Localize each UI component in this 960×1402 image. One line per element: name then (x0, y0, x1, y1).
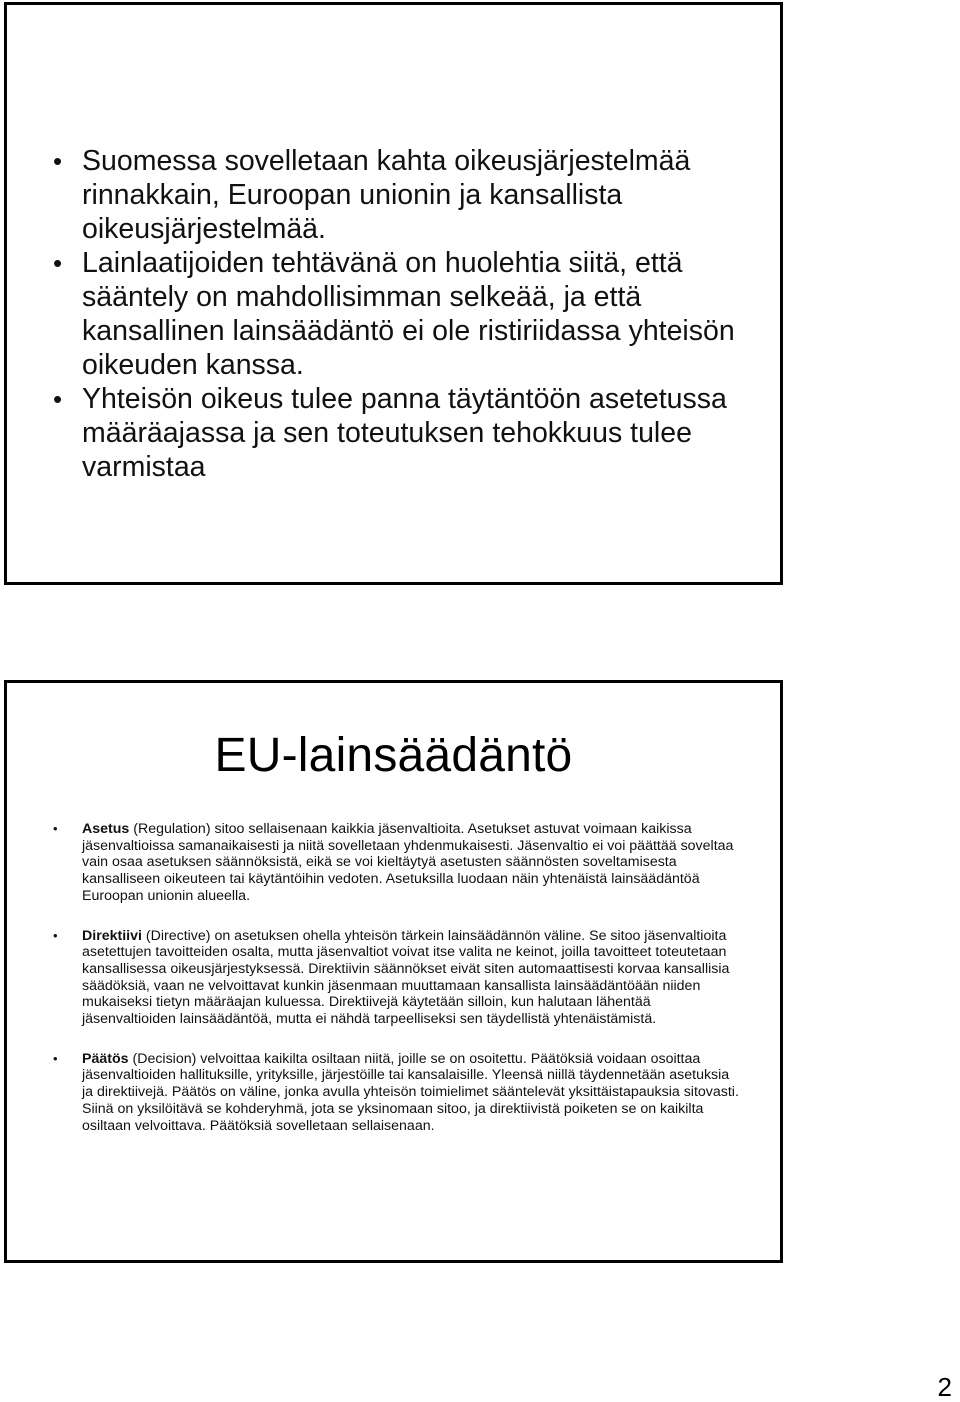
bullet-icon: • (53, 1050, 58, 1066)
bullet-term: Päätös (82, 1050, 129, 1067)
bullet-body: (Decision) velvoittaa kaikilta osiltaan niitä, joille se on osoitettu. Päätöksiä voidaan osoittaa jäsenvaltioiden hallituksille, yrityksille, järjestöille tai kansalaisille. Yleensä niillä täydennetään asetuksia ja direktiivejä. Päätös on väline, jonka avulla yhteisön toimielimet sääntelevät yksittäistapauksia sitovasti. Siinä on yksilöitävä se kohderyhmä, jota se yksinomaan sitoo, ja direktiivistä poiketen se on kaikilta osiltaan velvoittava. Päätöksiä sovelletaan sellaisenaan. (82, 1050, 739, 1134)
slide-1-bullet-text: Lainlaatijoiden tehtävänä on huolehtia siitä, että sääntely on mahdollisimman selkeää, ja että kansallinen lainsäädäntö ei ole ristiriidassa yhteisön oikeuden kanssa. (82, 247, 735, 381)
page-number: 2 (937, 1372, 952, 1402)
bullet-body: (Regulation) sitoo sellaisenaan kaikkia jäsenvaltioita. Asetukset astuvat voimaan kaikissa jäsenvaltioissa samanaikaisesti ja niitä sovelletaan yhdenmukaisesti. Jäsenvaltio ei voi päättää soveltaa vain osaa asetuksen säännöksistä, eikä se voi kieltäytyä asetusten säännösten soveltamisesta kansalliseen oikeuteen tai käytäntöihin vedoten. Asetuksilla luodaan näin yhtenäistä lainsäädäntöä Euroopan unionin alueella. (82, 821, 734, 904)
bullet-icon: • (53, 384, 63, 414)
bullet-term: Direktiivi (82, 927, 142, 944)
bullet-icon: • (53, 248, 63, 278)
slide-1-bullet-text: Suomessa sovelletaan kahta oikeusjärjestelmää rinnakkain, Euroopan unionin ja kansallista oikeusjärjestelmää. (82, 145, 691, 245)
slide-title: EU-lainsäädäntö (214, 729, 573, 782)
slide-1-bullet-text: Yhteisön oikeus tulee panna täytäntöön asetetussa määräajassa ja sen toteutuksen tehokkuus tulee varmistaa (82, 383, 727, 483)
slide-1-bullet-item (53, 246, 753, 382)
bullet-term: Asetus (82, 821, 130, 837)
slide-1-bullet-item (53, 144, 753, 246)
slide-2-bullet-item (53, 821, 743, 905)
slide-1-bullet-list (53, 144, 753, 484)
slide-2-bullet-list (53, 821, 743, 1157)
slide-2-bullet-item (53, 928, 743, 1028)
bullet-icon: • (53, 821, 58, 836)
bullet-icon: • (53, 927, 58, 943)
bullet-icon: • (53, 146, 63, 176)
slide-2 (4, 680, 783, 1263)
slide-2-bullet-item (53, 1051, 743, 1135)
slide-1-bullet-item (53, 382, 753, 484)
slide-1 (4, 2, 783, 585)
bullet-body: (Directive) on asetuksen ohella yhteisön tärkein lainsäädännön väline. Se sitoo jäsenvaltioita asetettujen tavoitteiden osalta, mutta jäsenvaltiot voivat itse valita ne keinot, joilla tavoitteet toteutetaan kansallisessa oikeusjärjestyksessä. Direktiivin säännökset eivät siten automaattisesti korvaa kansallisia säädöksiä, vaan ne velvoittavat kunkin jäsenmaan muuttamaan kansallista lainsäädäntöään niiden mukaiseksi tietyn määräajan kuluessa. Direktiivejä käytetään silloin, kun halutaan lähentää jäsenvaltioiden lainsäädäntöä, mutta ei nähdä tarpeelliseksi sen täydellistä yhtenäistämistä. (82, 927, 730, 1028)
